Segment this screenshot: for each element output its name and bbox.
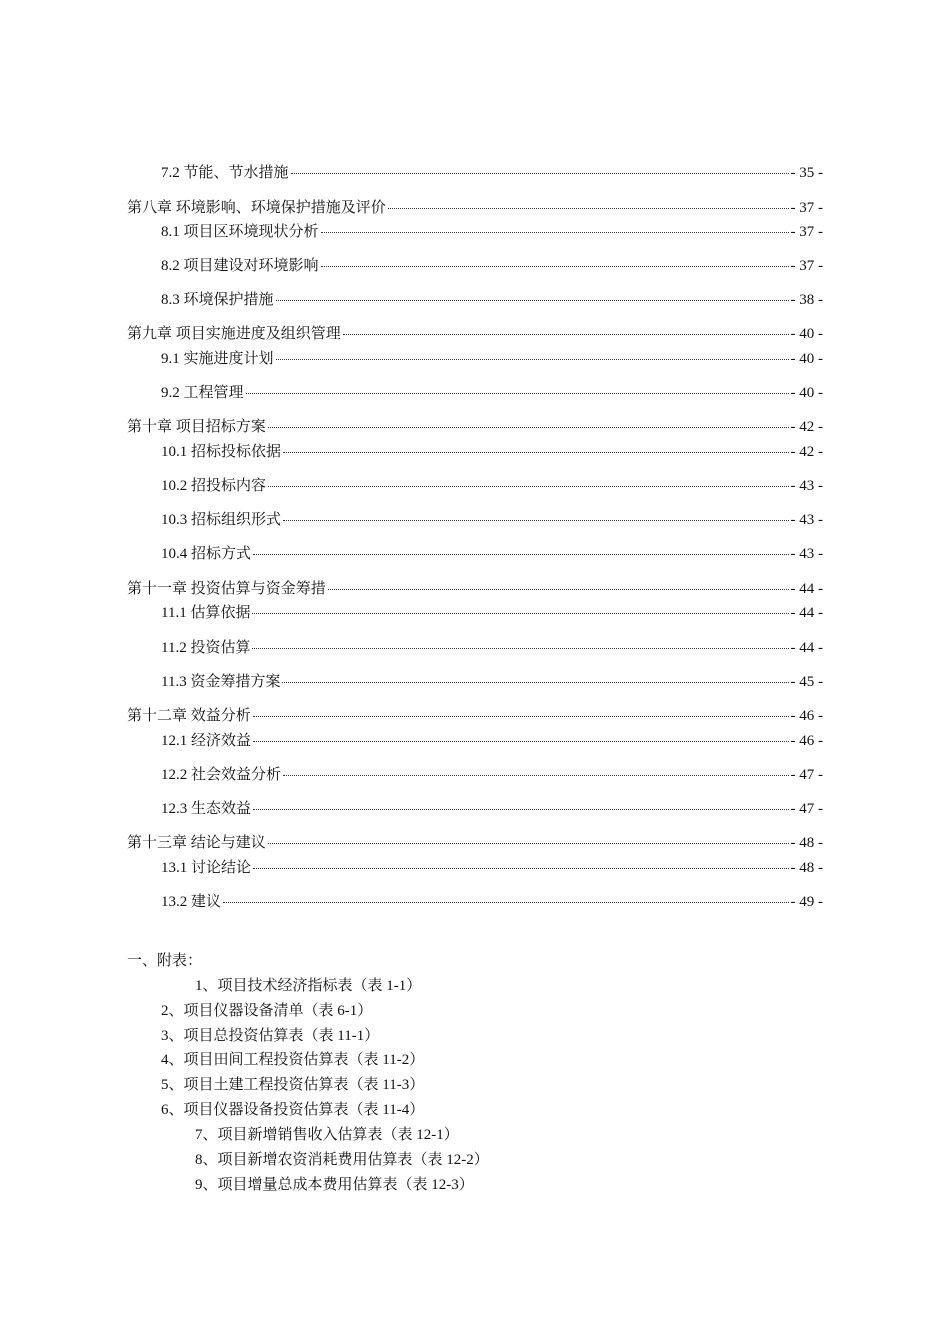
appendix-heading: 一、附表： — [127, 953, 203, 969]
toc-entry-title: 12.1 经济效益 — [161, 733, 252, 749]
toc-entry[interactable] — [161, 222, 823, 242]
toc-entry[interactable] — [161, 672, 823, 692]
toc-dot-leader — [253, 716, 789, 717]
toc-entry[interactable] — [161, 858, 823, 878]
toc-dot-leader — [282, 682, 788, 683]
toc-entry[interactable] — [161, 163, 823, 183]
toc-dot-leader — [252, 613, 788, 614]
appendix-item: 6、项目仪器设备投资估算表（表 11-4） — [161, 1102, 425, 1118]
toc-entry[interactable] — [161, 383, 823, 403]
toc-entry-title: 10.1 招标投标依据 — [161, 444, 282, 460]
toc-entry-title: 8.3 环境保护措施 — [161, 292, 274, 308]
toc-entry-title: 10.4 招标方式 — [161, 546, 252, 562]
appendix-item: 5、项目土建工程投资估算表（表 11-3） — [161, 1077, 425, 1093]
toc-entry-page: - 40 - — [790, 351, 823, 367]
toc-entry-title: 第十二章 效益分析 — [127, 708, 251, 724]
appendix-item: 2、项目仪器设备清单（表 6-1） — [161, 1003, 373, 1019]
toc-entry-page: - 47 - — [790, 767, 823, 783]
toc-entry-title: 11.2 投资估算 — [161, 640, 251, 656]
toc-entry-page: - 42 - — [790, 419, 823, 435]
toc-entry-title: 第十一章 投资估算与资金筹措 — [127, 581, 326, 597]
toc-entry-title: 13.1 讨论结论 — [161, 860, 252, 876]
appendix-item: 7、项目新增销售收入估算表（表 12-1） — [195, 1127, 459, 1143]
toc-entry[interactable] — [161, 349, 823, 369]
toc-dot-leader — [223, 902, 788, 903]
toc-entry-title: 10.3 招标组织形式 — [161, 512, 282, 528]
toc-entry[interactable] — [161, 544, 823, 564]
toc-dot-leader — [246, 393, 789, 394]
toc-entry-page: - 44 - — [790, 581, 823, 597]
toc-entry[interactable] — [127, 324, 823, 344]
toc-entry-page: - 40 - — [790, 326, 823, 342]
toc-entry[interactable] — [127, 706, 823, 726]
toc-entry[interactable] — [161, 442, 823, 462]
toc-dot-leader — [291, 173, 789, 174]
toc-entry[interactable] — [161, 638, 823, 658]
toc-dot-leader — [253, 809, 788, 810]
toc-entry-title: 第十三章 结论与建议 — [127, 835, 266, 851]
toc-entry-page: - 46 - — [790, 708, 823, 724]
toc-entry-title: 8.2 项目建设对环境影响 — [161, 258, 319, 274]
toc-entry[interactable] — [161, 476, 823, 496]
toc-entry[interactable] — [161, 603, 823, 623]
toc-dot-leader — [388, 208, 789, 209]
toc-entry[interactable] — [161, 510, 823, 530]
toc-entry-title: 11.3 资金筹措方案 — [161, 674, 281, 690]
toc-entry[interactable] — [127, 833, 823, 853]
appendix-item: 9、项目增量总成本费用估算表（表 12-3） — [195, 1177, 474, 1193]
toc-entry[interactable] — [127, 579, 823, 599]
toc-entry-title: 13.2 建议 — [161, 894, 222, 910]
toc-dot-leader — [253, 868, 788, 869]
toc-entry[interactable] — [161, 290, 823, 310]
toc-entry-title: 11.1 估算依据 — [161, 605, 251, 621]
toc-dot-leader — [283, 520, 788, 521]
toc-entry-title: 12.2 社会效益分析 — [161, 767, 282, 783]
toc-entry-title: 9.2 工程管理 — [161, 385, 244, 401]
toc-entry-title: 7.2 节能、节水措施 — [161, 165, 289, 181]
toc-dot-leader — [253, 554, 788, 555]
toc-dot-leader — [321, 266, 789, 267]
toc-entry-page: - 47 - — [790, 801, 823, 817]
toc-dot-leader — [252, 648, 788, 649]
toc-entry[interactable] — [161, 799, 823, 819]
toc-entry[interactable] — [161, 765, 823, 785]
toc-entry-title: 12.3 生态效益 — [161, 801, 252, 817]
toc-entry-page: - 44 - — [790, 605, 823, 621]
toc-dot-leader — [268, 427, 789, 428]
toc-dot-leader — [276, 359, 789, 360]
toc-entry-page: - 48 - — [790, 835, 823, 851]
toc-entry[interactable] — [161, 892, 823, 912]
toc-entry-page: - 37 - — [790, 200, 823, 216]
toc-entry-page: - 43 - — [790, 512, 823, 528]
toc-entry-title: 第十章 项目招标方案 — [127, 419, 266, 435]
toc-dot-leader — [276, 300, 789, 301]
appendix-item: 1、项目技术经济指标表（表 1-1） — [195, 978, 422, 994]
toc-entry-page: - 40 - — [790, 385, 823, 401]
toc-entry-title: 9.1 实施进度计划 — [161, 351, 274, 367]
toc-entry-page: - 35 - — [790, 165, 823, 181]
toc-entry-page: - 43 - — [790, 546, 823, 562]
toc-entry-page: - 44 - — [790, 640, 823, 656]
appendix-item: 8、项目新增农资消耗费用估算表（表 12-2） — [195, 1152, 489, 1168]
toc-entry-page: - 48 - — [790, 860, 823, 876]
toc-entry-title: 第九章 项目实施进度及组织管理 — [127, 326, 341, 342]
toc-dot-leader — [343, 334, 789, 335]
toc-dot-leader — [321, 232, 789, 233]
toc-dot-leader — [268, 843, 789, 844]
toc-dot-leader — [283, 452, 788, 453]
toc-dot-leader — [268, 486, 788, 487]
appendix-item: 3、项目总投资估算表（表 11-1） — [161, 1028, 380, 1044]
toc-entry-page: - 45 - — [790, 674, 823, 690]
toc-dot-leader — [283, 775, 788, 776]
toc-entry-page: - 43 - — [790, 478, 823, 494]
toc-entry[interactable] — [127, 417, 823, 437]
toc-entry-page: - 42 - — [790, 444, 823, 460]
appendix-item: 4、项目田间工程投资估算表（表 11-2） — [161, 1052, 425, 1068]
toc-dot-leader — [253, 741, 788, 742]
toc-entry-title: 第八章 环境影响、环境保护措施及评价 — [127, 200, 386, 216]
toc-entry-title: 8.1 项目区环境现状分析 — [161, 224, 319, 240]
toc-entry-title: 10.2 招投标内容 — [161, 478, 267, 494]
toc-entry-page: - 49 - — [790, 894, 823, 910]
toc-entry[interactable] — [127, 198, 823, 218]
toc-entry[interactable] — [161, 256, 823, 276]
toc-entry[interactable] — [161, 731, 823, 751]
toc-dot-leader — [328, 589, 789, 590]
toc-entry-page: - 38 - — [790, 292, 823, 308]
toc-entry-page: - 37 - — [790, 258, 823, 274]
toc-entry-page: - 37 - — [790, 224, 823, 240]
toc-entry-page: - 46 - — [790, 733, 823, 749]
